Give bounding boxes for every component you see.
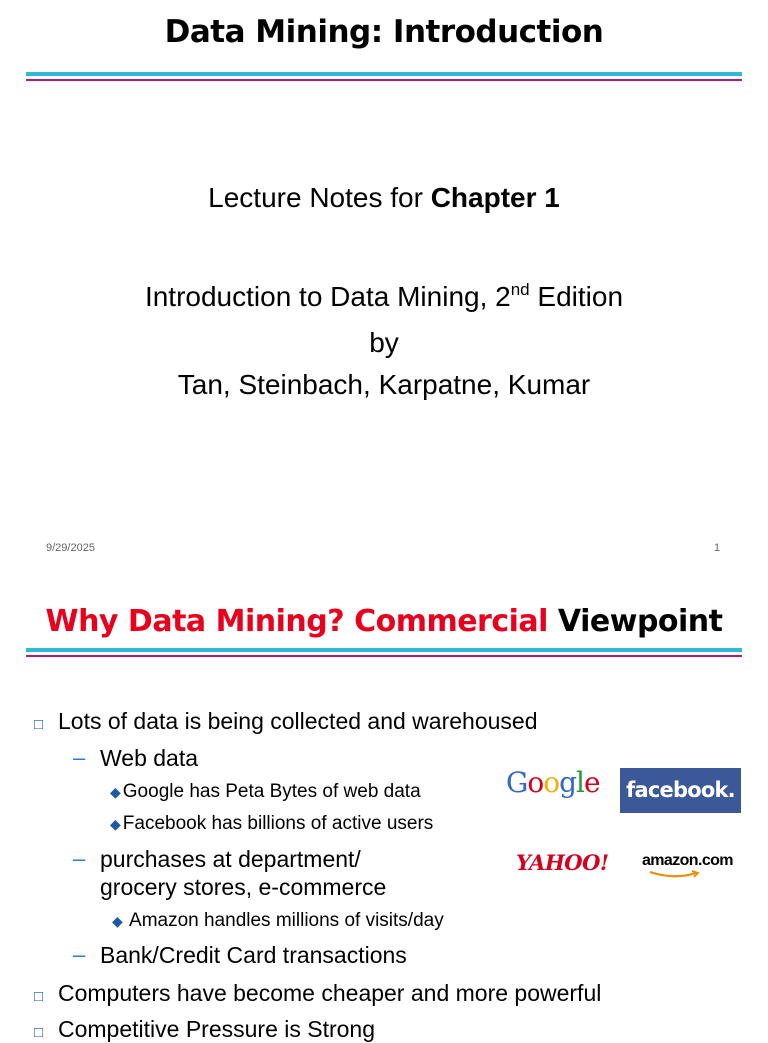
sub-sub-bullet-item: ◆ Google has Peta Bytes of web data [110,781,421,802]
sub-bullet-item: Web data [100,745,199,771]
authors-line: Tan, Steinbach, Karpatne, Kumar [177,369,591,400]
edition-superscript: nd [510,280,530,299]
edition-suffix: Edition [529,281,624,312]
slide-title [0,604,768,639]
title-red-part: Why Data Mining? Commercial [45,604,548,639]
diamond-bullet-icon: ◆ [110,784,121,800]
book-title: Introduction to Data Mining, 2 [144,281,511,312]
lecture-prefix: Lecture Notes for [208,182,431,213]
slide-date: 9/29/2025 [46,542,95,554]
dash-bullet-icon: – [73,745,86,770]
sub-sub-bullet-item: ◆ Amazon handles millions of visits/day [112,910,444,931]
square-bullet-icon: □ [34,716,44,733]
title-rule [26,72,742,81]
title-black-part: Viewpoint [557,604,723,639]
book-title-line [0,281,768,313]
amazon-smile-icon [648,871,704,879]
diamond-bullet-icon: ◆ [112,913,123,929]
diamond-bullet-icon: ◆ [110,816,121,832]
amazon-logo: amazon.com [642,852,733,869]
bullet-item: Computers have become cheaper and more powerful [58,980,602,1006]
bullet-item: Competitive Pressure is Strong [58,1016,376,1042]
square-bullet-icon: □ [34,1024,44,1041]
square-bullet-icon: □ [34,988,44,1005]
sub-bullet-item: Bank/Credit Card transactions [100,942,407,968]
slide-2 [0,580,768,1042]
yahoo-logo: YAHOO! [516,850,609,875]
dash-bullet-icon: – [73,846,86,871]
title-rule [26,648,742,657]
sub-bullet-item: purchases at department/ [100,846,361,872]
sub-bullet-item-continuation: grocery stores, e-commerce [100,874,387,900]
sub-sub-bullet-item: ◆ Facebook has billions of active users [110,813,434,834]
slide-number: 1 [714,542,721,554]
facebook-logo: facebook. [620,768,741,813]
chapter-label: Chapter 1 [430,182,560,213]
lecture-notes-line [0,182,768,214]
dash-bullet-icon: – [73,942,86,967]
google-logo: Google [506,766,600,799]
bullet-item: Lots of data is being collected and warehoused [58,708,538,734]
slide-title: Data Mining: Introduction [164,14,604,50]
by-line: by [369,327,399,358]
